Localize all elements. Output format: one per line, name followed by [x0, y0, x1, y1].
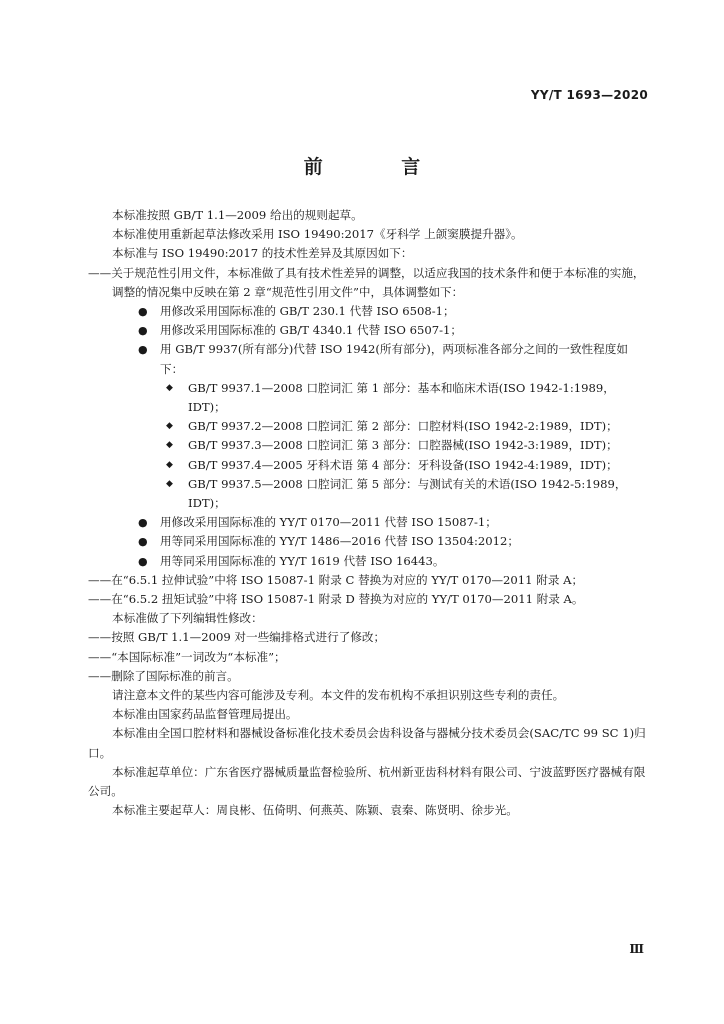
bullet-item	[88, 321, 650, 340]
dash-item-wording: ——“本国际标准”一词改为“本标准”；	[88, 649, 286, 664]
bullet-text: 用 GB/T 9937(所有部分)代替 ISO 1942(所有部分)，两项标准各部分之间的一致性程度如下：	[160, 342, 628, 376]
bullet-dot-icon: ●	[138, 554, 148, 568]
bullet-text: 用修改采用国际标准的 YY/T 0170—2011 代替 ISO 15087-1；	[160, 515, 497, 530]
diamond-bullet-icon: ◆	[166, 382, 173, 393]
sub-bullet-text: GB/T 9937.5—2008 口腔词汇 第 5 部分：与测试有关的术语(ISO 1942-5:1989，IDT)；	[188, 476, 627, 511]
sub-bullet-text: GB/T 9937.3—2008 口腔词汇 第 3 部分：口腔器械(ISO 1942-3:1989，IDT)；	[188, 438, 618, 453]
bullet-item	[88, 302, 650, 321]
bullet-dot-icon: ●	[138, 343, 148, 357]
sub-bullet-text: GB/T 9937.4—2005 牙科术语 第 4 部分：牙科设备(ISO 1942-4:1989，IDT)；	[188, 457, 618, 472]
bullet-dot-icon: ●	[138, 535, 148, 549]
paragraph-proposer: 本标准由国家药品监督管理局提出。	[112, 707, 298, 722]
bullet-dot-icon: ●	[138, 305, 148, 319]
bullet-text: 用修改采用国际标准的 GB/T 230.1 代替 ISO 6508-1；	[160, 304, 455, 319]
paragraph-adoption: 本标准使用重新起草法修改采用 ISO 19490:2017《牙科学 上颌窦膜提升器》。	[112, 227, 523, 242]
paragraph-patent-notice: 请注意本文件的某些内容可能涉及专利。本文件的发布机构不承担识别这些专利的责任。	[112, 688, 565, 703]
diamond-bullet-icon: ◆	[166, 440, 173, 451]
sub-bullet-item	[88, 456, 650, 475]
paragraph-drafting-rules: 本标准按照 GB/T 1.1—2009 给出的规则起草。	[112, 208, 363, 222]
bullet-text: 用等同采用国际标准的 YY/T 1486—2016 代替 ISO 13504:2012；	[160, 534, 520, 549]
page-number: Ⅲ	[629, 942, 644, 956]
standard-number: YY/T 1693—2020	[530, 88, 648, 102]
bullet-text: 用修改采用国际标准的 GB/T 4340.1 代替 ISO 6507-1；	[160, 323, 462, 338]
sub-bullet-item	[88, 417, 650, 436]
foreword-body	[88, 206, 650, 821]
dash-item-format: ——按照 GB/T 1.1—2009 对一些编排格式进行了修改；	[88, 630, 386, 645]
sub-bullet-item	[88, 475, 650, 513]
diamond-bullet-icon: ◆	[166, 421, 173, 432]
bullet-item	[88, 513, 650, 532]
sub-bullet-item	[88, 436, 650, 455]
paragraph-drafters: 本标准主要起草人：周良彬、伍倚明、何燕英、陈颖、袁秦、陈贤明、徐步光。	[112, 803, 518, 818]
dash-item-foreword-removed: ——删除了国际标准的前言。	[88, 668, 239, 683]
sub-bullet-item	[88, 379, 650, 417]
paragraph-committee: 本标准由全国口腔材料和器械设备标准化技术委员会齿科设备与器械分技术委员会(SAC/TC 99 SC 1)归口。	[88, 726, 646, 760]
bullet-item	[88, 340, 650, 378]
bullet-dot-icon: ●	[138, 324, 148, 338]
bullet-item	[88, 552, 650, 571]
diamond-bullet-icon: ◆	[166, 459, 173, 470]
paragraph-drafting-units: 本标准起草单位：广东省医疗器械质量监督检验所、杭州新亚齿科材料有限公司、宁波蓝野医疗器械有限公司。	[88, 764, 646, 799]
dash-item-normative-refs: ——关于规范性引用文件，本标准做了具有技术性差异的调整，以适应我国的技术条件和便于本标准的实施，调整的情况集中反映在第 2 章“规范性引用文件”中，具体调整如下：	[88, 265, 645, 299]
dash-item-tensile-test: ——在“6.5.1 拉伸试验”中将 ISO 15087-1 附录 C 替换为对应的 YY/T 0170—2011 附录 A；	[88, 572, 584, 587]
bullet-text: 用等同采用国际标准的 YY/T 1619 代替 ISO 16443。	[160, 553, 445, 568]
dash-item-torque-test: ——在“6.5.2 扭矩试验”中将 ISO 15087-1 附录 D 替换为对应的 YY/T 0170—2011 附录 A。	[88, 592, 584, 607]
page-title: 前 言	[303, 156, 457, 178]
bullet-dot-icon: ●	[138, 516, 148, 530]
sub-bullet-text: GB/T 9937.1—2008 口腔词汇 第 1 部分：基本和临床术语(ISO 1942-1:1989，IDT)；	[188, 380, 615, 415]
bullet-item	[88, 532, 650, 551]
paragraph-differences: 本标准与 ISO 19490:2017 的技术性差异及其原因如下：	[112, 246, 413, 261]
paragraph-editorial-changes: 本标准做了下列编辑性修改：	[112, 611, 263, 626]
sub-bullet-text: GB/T 9937.2—2008 口腔词汇 第 2 部分：口腔材料(ISO 1942-2:1989，IDT)；	[188, 419, 618, 434]
diamond-bullet-icon: ◆	[166, 478, 173, 489]
